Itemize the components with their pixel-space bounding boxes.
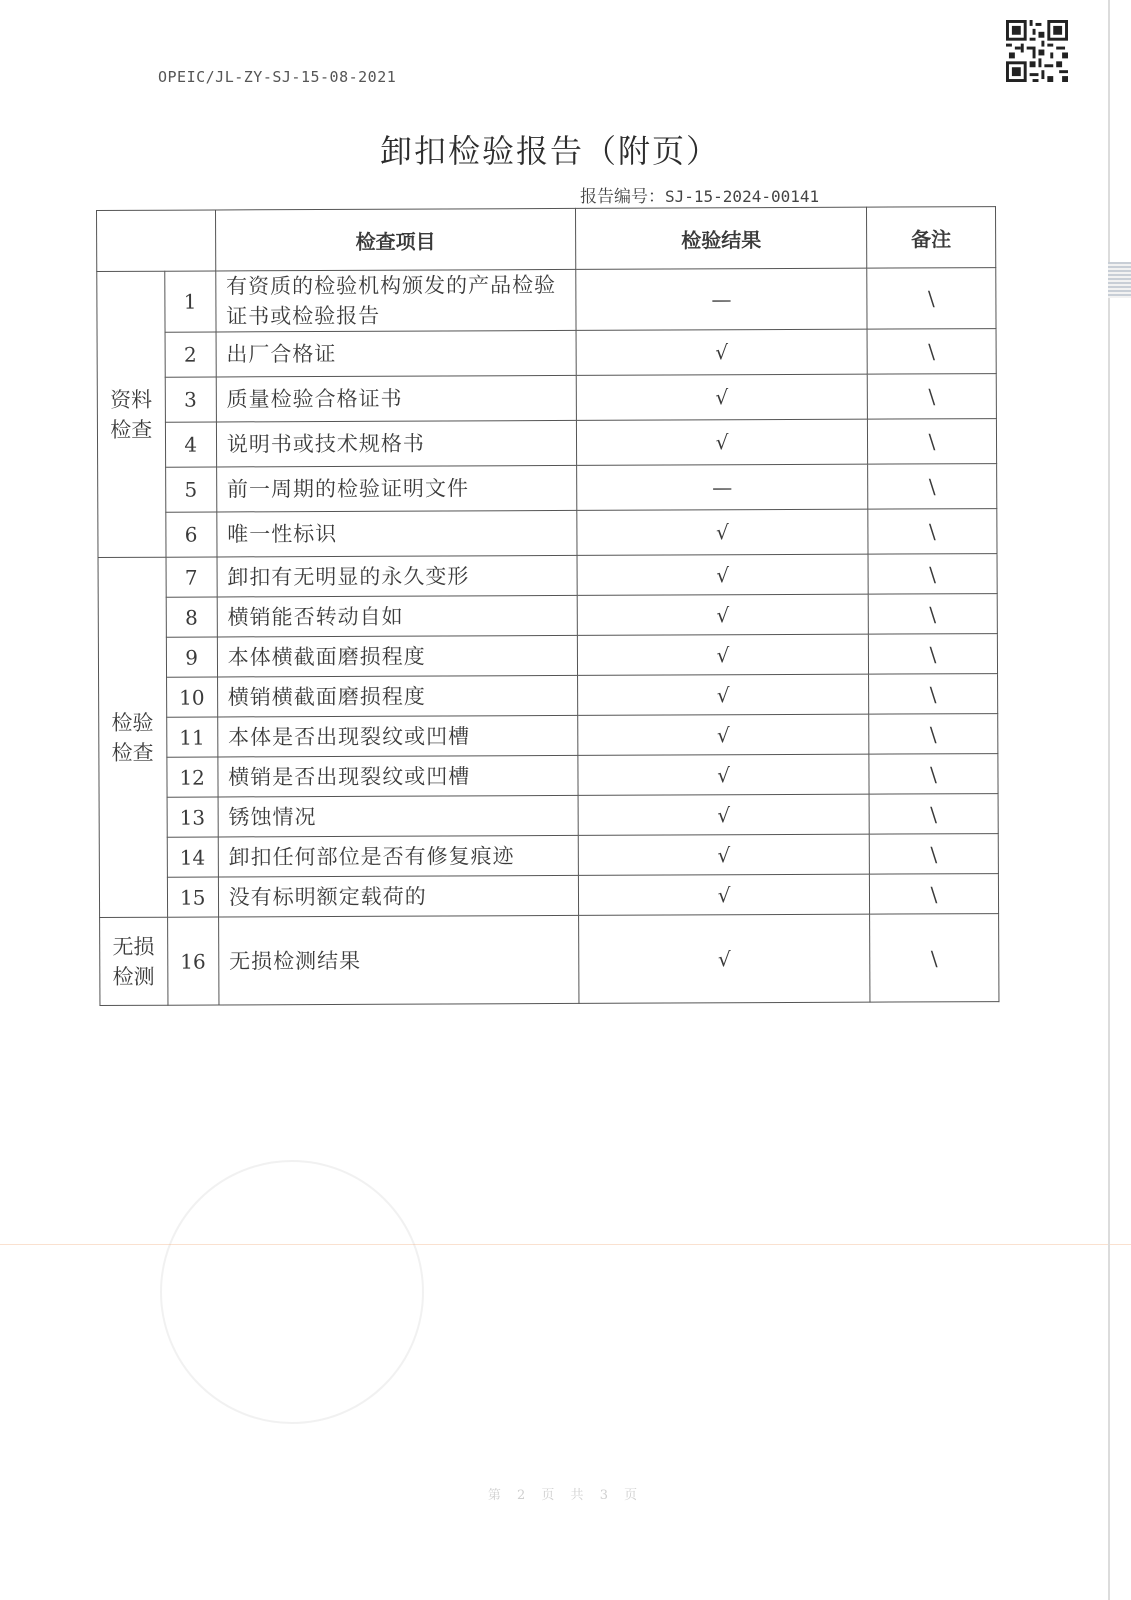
check-note: \ <box>869 754 998 795</box>
page-footer: 第 2 页 共 3 页 <box>487 1488 644 1503</box>
check-item: 锈蚀情况 <box>218 795 579 837</box>
check-item: 无损检测结果 <box>218 915 579 1005</box>
header-item: 检查项目 <box>215 208 576 271</box>
scan-line <box>0 1244 1131 1245</box>
row-number: 7 <box>166 557 217 597</box>
table-row <box>98 634 997 678</box>
row-number: 1 <box>164 271 215 332</box>
row-number: 4 <box>165 422 216 467</box>
row-number: 2 <box>165 332 216 377</box>
row-number: 5 <box>165 467 216 512</box>
check-result: √ <box>579 874 870 915</box>
check-result: √ <box>576 374 867 420</box>
table-row <box>97 268 996 333</box>
header-blank <box>97 210 216 272</box>
row-number: 9 <box>166 637 217 677</box>
check-note: \ <box>869 874 998 915</box>
check-item: 本体是否出现裂纹或凹槽 <box>217 715 578 757</box>
table-row <box>99 794 998 838</box>
document-code: OPEIC/JL-ZY-SJ-15-08-2021 <box>158 68 397 86</box>
check-result: √ <box>577 594 868 635</box>
check-result: √ <box>578 754 869 795</box>
inspection-table <box>96 206 999 1006</box>
check-note: \ <box>868 594 997 635</box>
check-item: 本体横截面磨损程度 <box>217 635 578 677</box>
check-result: √ <box>578 714 869 755</box>
check-note: \ <box>868 634 997 675</box>
category-cell: 检验 检查 <box>98 557 167 917</box>
check-note: \ <box>867 268 996 330</box>
check-result: √ <box>578 834 869 875</box>
table-row <box>97 329 996 378</box>
row-number: 11 <box>166 717 217 757</box>
check-note: \ <box>869 714 998 755</box>
check-result: √ <box>578 634 869 675</box>
table-body <box>97 268 999 1006</box>
row-number: 14 <box>167 837 218 877</box>
check-note: \ <box>867 419 996 465</box>
check-result: √ <box>578 794 869 835</box>
row-number: 10 <box>166 677 217 717</box>
header-note: 备注 <box>866 207 995 269</box>
check-result: √ <box>577 554 868 595</box>
qr-code-icon <box>1006 20 1068 82</box>
check-item: 横销是否出现裂纹或凹槽 <box>218 755 579 797</box>
table-row <box>99 834 998 878</box>
table-row <box>98 594 997 638</box>
check-result: √ <box>577 419 868 465</box>
check-result: √ <box>579 914 870 1003</box>
row-number: 8 <box>166 597 217 637</box>
row-number: 3 <box>165 377 216 422</box>
check-item: 唯一性标识 <box>217 510 578 557</box>
faint-stamp <box>160 1160 424 1424</box>
check-note: \ <box>868 674 997 715</box>
check-result: √ <box>577 509 868 555</box>
check-result: √ <box>576 329 867 375</box>
check-note: \ <box>869 794 998 835</box>
check-item: 横销能否转动自如 <box>217 595 578 637</box>
report-number-value: SJ-15-2024-00141 <box>665 187 820 206</box>
report-number <box>580 182 819 207</box>
check-item: 出厂合格证 <box>216 330 577 377</box>
check-item: 质量检验合格证书 <box>216 375 577 422</box>
check-note: \ <box>867 374 996 420</box>
table-header-row <box>97 207 996 272</box>
scan-edge-mark <box>1108 262 1131 298</box>
table-row <box>99 754 998 798</box>
table-row <box>99 714 998 758</box>
check-note: \ <box>868 509 997 555</box>
category-cell: 无损 检测 <box>100 917 168 1005</box>
check-item: 前一周期的检验证明文件 <box>216 465 577 512</box>
category-cell: 资料 检查 <box>97 271 166 557</box>
table-row <box>99 874 998 918</box>
check-note: \ <box>869 834 998 875</box>
row-number: 16 <box>167 917 219 1005</box>
table-row <box>98 464 997 513</box>
row-number: 15 <box>167 877 218 917</box>
row-number: 6 <box>165 512 216 557</box>
check-item: 卸扣有无明显的永久变形 <box>217 555 578 597</box>
check-note: \ <box>868 464 997 510</box>
check-result: √ <box>578 674 869 715</box>
report-number-label: 报告编号： <box>580 187 665 207</box>
check-item: 说明书或技术规格书 <box>216 420 577 467</box>
check-item: 横销横截面磨损程度 <box>217 675 578 717</box>
check-item: 有资质的检验机构颁发的产品检验 证书或检验报告 <box>216 269 577 332</box>
table-row <box>98 554 997 598</box>
scan-edge <box>1108 0 1110 1600</box>
table-row <box>99 674 998 718</box>
table-row <box>97 374 996 423</box>
check-item: 没有标明额定载荷的 <box>218 875 579 917</box>
check-note: \ <box>868 554 997 595</box>
check-result: — <box>576 268 867 330</box>
row-number: 12 <box>166 757 217 797</box>
check-result: — <box>577 464 868 510</box>
check-note: \ <box>867 329 996 375</box>
table-row <box>100 914 999 1006</box>
table-row <box>98 509 997 558</box>
header-result: 检验结果 <box>576 207 867 269</box>
check-note: \ <box>870 914 999 1003</box>
check-item: 卸扣任何部位是否有修复痕迹 <box>218 835 579 877</box>
row-number: 13 <box>167 797 218 837</box>
page-title: 卸扣检验报告（附页） <box>379 132 720 170</box>
table-row <box>97 419 996 468</box>
